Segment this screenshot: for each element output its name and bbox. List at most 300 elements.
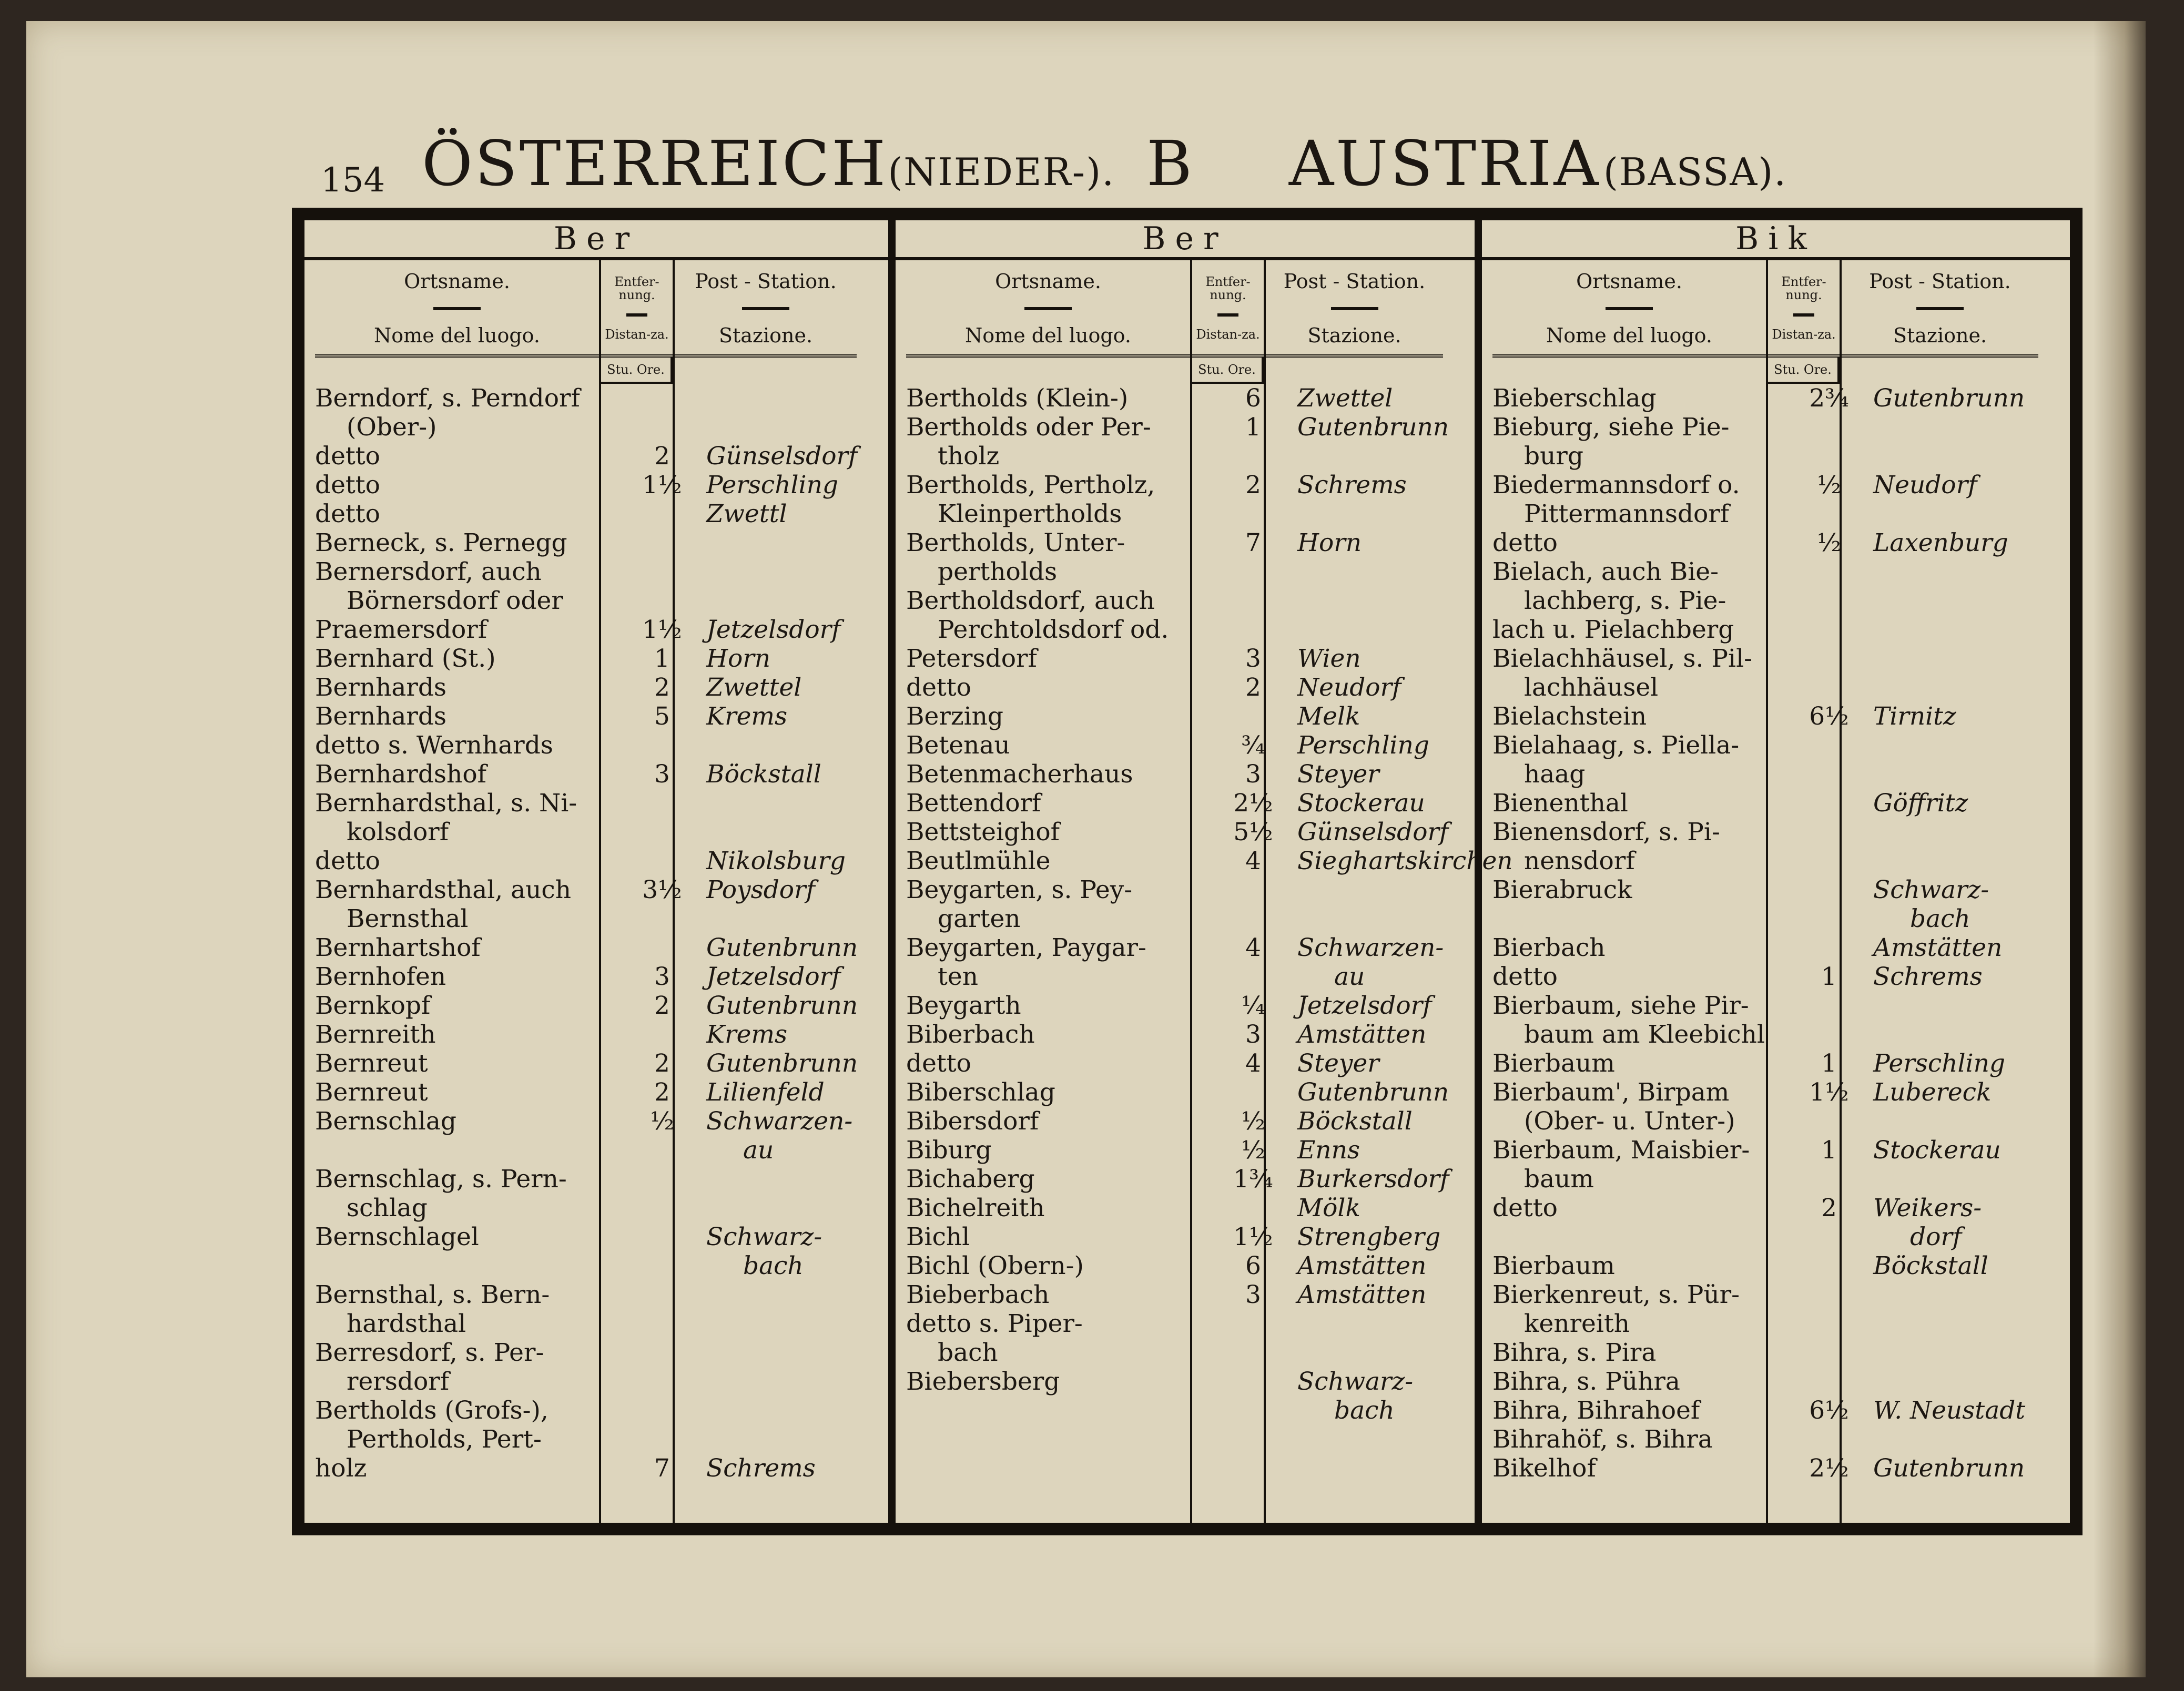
table-row (1482, 384, 2070, 413)
place-name-line1: Bernschlag (315, 1107, 456, 1136)
table-column (1475, 220, 2070, 1523)
distance-value: 2 (1245, 673, 1261, 702)
place-name-line1: Bierbaum (1492, 1049, 1615, 1078)
place-name-line2: ten (938, 962, 978, 991)
place-name (1492, 962, 1792, 991)
table-row (1482, 471, 2070, 528)
post-station (1866, 875, 2070, 933)
post-station (1866, 789, 2070, 818)
distance-value: 2½ (1233, 789, 1273, 818)
post-station (1290, 384, 1475, 413)
place-name (906, 673, 1216, 702)
table-row (1482, 557, 2070, 615)
place-name (906, 1020, 1216, 1049)
table-row (896, 1194, 1475, 1223)
place-name-line1: Bierbaum, siehe Pir- (1492, 991, 1749, 1020)
place-name (315, 673, 625, 702)
place-name-line1: Bieberschlag (1492, 384, 1657, 413)
place-name (906, 789, 1216, 818)
post-station-line1: Schwarz- (1297, 1367, 1414, 1396)
place-name-line2: Pittermannsdorf (1524, 500, 1730, 528)
table-row (304, 1020, 888, 1049)
post-station-line1: Gutenbrunn (1873, 1454, 2025, 1483)
post-station (1866, 528, 2070, 557)
place-name (1492, 1049, 1792, 1078)
place-name-line2: schlag (347, 1194, 428, 1223)
table-row (1482, 962, 2070, 991)
place-name (1492, 789, 1792, 818)
table-row (896, 818, 1475, 847)
place-name (906, 1136, 1216, 1165)
place-name (1492, 644, 1792, 702)
place-name-line1: Bienensdorf, s. Pi- (1492, 818, 1720, 847)
post-station (699, 991, 888, 1020)
place-name (315, 1454, 625, 1483)
header-dist-it: Distan-za. (1772, 327, 1836, 342)
distance-value: ½ (1241, 1136, 1265, 1165)
table-row (896, 731, 1475, 760)
place-name-line2: Pertholds, Pert- (347, 1425, 542, 1454)
place-name-line1: Bernersdorf, auch (315, 557, 542, 586)
distance-value: 2 (654, 1049, 670, 1078)
post-station (699, 1020, 888, 1049)
post-station-line1: Jetzelsdorf (706, 962, 841, 991)
post-station-line2: au (1334, 962, 1365, 991)
distance-value (1792, 991, 1866, 1049)
place-name (906, 702, 1216, 731)
table-row (304, 1280, 888, 1338)
post-station-line1: Horn (706, 644, 771, 673)
place-name (906, 471, 1216, 528)
place-name (1492, 702, 1792, 731)
place-name-line1: Bettsteighof (906, 818, 1060, 847)
distance-value (625, 557, 699, 615)
header-distance (1190, 260, 1264, 354)
table-row (304, 991, 888, 1020)
place-name-line1: Bertholdsdorf, auch (906, 586, 1155, 615)
place-name (1492, 818, 1792, 875)
table-row (896, 1136, 1475, 1165)
place-name-line1: Bierbaum', Birpam (1492, 1078, 1730, 1107)
table-column (888, 220, 1513, 1523)
distance-value: 4 (1245, 933, 1261, 962)
post-station (699, 1338, 888, 1396)
place-name (315, 962, 625, 991)
place-name (315, 1049, 625, 1078)
place-name (315, 789, 625, 847)
header-post (1264, 260, 1443, 354)
distance-value: 4 (1245, 847, 1261, 875)
title-de-sub: (NIEDER-). (888, 150, 1115, 194)
header-post (673, 260, 857, 354)
post-station (699, 1454, 888, 1483)
distance-value: 7 (1245, 528, 1261, 557)
table-row (896, 933, 1475, 991)
post-station (1866, 615, 2070, 644)
distance-value (625, 789, 699, 847)
place-name-line1: Bielachstein (1492, 702, 1647, 731)
distance-value: 1 (1821, 1049, 1837, 1078)
place-name-line1: Bernschlagel (315, 1223, 479, 1251)
place-name (906, 586, 1216, 644)
post-station-line1: Gutenbrunn (706, 1049, 858, 1078)
place-name (1492, 991, 1792, 1049)
place-name-line1: Bierbach (1492, 933, 1606, 962)
table-row (896, 384, 1475, 413)
distance-value (625, 384, 699, 442)
post-station-line1: Böckstall (706, 760, 821, 789)
distance-value: 3 (654, 760, 670, 789)
table-row (304, 731, 888, 760)
distance-value (1216, 702, 1290, 731)
place-name (906, 1049, 1216, 1078)
place-name (1492, 1454, 1792, 1483)
header-post-it: Stazione. (1307, 324, 1401, 347)
post-station (1290, 818, 1475, 847)
place-name (906, 1223, 1216, 1251)
table-row (896, 1223, 1475, 1251)
post-station (1866, 1425, 2070, 1454)
post-station-line1: Schwarz- (1873, 875, 1989, 904)
header-dist-it: Distan-za. (605, 327, 669, 342)
post-station-line1: Enns (1297, 1136, 1360, 1165)
table-row (1482, 1425, 2070, 1454)
place-name (315, 644, 625, 673)
post-station-line1: Zwettel (706, 673, 802, 702)
table-row (896, 1165, 1475, 1194)
post-station-line1: Gutenbrunn (1297, 1078, 1449, 1107)
column-rule (1264, 354, 1266, 1523)
header-distance (1766, 260, 1840, 354)
table-row (1482, 1136, 2070, 1194)
post-station (699, 500, 888, 528)
distance-value: 6 (1245, 384, 1261, 413)
table-row (304, 1396, 888, 1454)
post-station (1866, 818, 2070, 875)
distance-value: 1 (1245, 413, 1261, 442)
table-row (896, 991, 1475, 1020)
post-station (1290, 1107, 1475, 1136)
header-name-de: Ortsname. (1576, 270, 1682, 293)
post-station (1290, 731, 1475, 760)
post-station-line1: Neudorf (1873, 471, 1977, 500)
place-name (315, 442, 625, 471)
place-name-line1: Bichl (906, 1223, 970, 1251)
distance-value: 1½ (1809, 1078, 1849, 1107)
place-name-line2: lachberg, s. Pie- (1524, 586, 1726, 615)
table-row (896, 413, 1475, 471)
place-name-line1: Bichaberg (906, 1165, 1035, 1194)
post-station-line1: Lubereck (1873, 1078, 1992, 1107)
place-name-line1: Bielachhäusel, s. Pil- (1492, 644, 1753, 673)
place-name-line2: garten (938, 904, 1021, 933)
place-name-line2: bach (938, 1338, 998, 1367)
place-name-line2: haag (1524, 760, 1586, 789)
book-spine-shadow (2093, 21, 2146, 1677)
distance-value: 1½ (642, 615, 682, 644)
place-name (1492, 731, 1792, 789)
place-name (1492, 1194, 1792, 1251)
distance-value (1792, 1425, 1866, 1454)
table-row (304, 962, 888, 991)
post-station (1866, 1396, 2070, 1425)
post-station (1866, 1251, 2070, 1280)
place-name (315, 760, 625, 789)
table-row (1482, 702, 2070, 731)
place-name-line1: detto (315, 442, 380, 471)
column-header (906, 260, 1443, 358)
title-german (422, 127, 1115, 200)
post-station-line1: Schwarzen- (1297, 933, 1444, 962)
post-station (1290, 1223, 1475, 1251)
post-station (1866, 731, 2070, 789)
place-name-line1: Bichl (Obern-) (906, 1251, 1084, 1280)
place-name (906, 1251, 1216, 1280)
distance-value (1792, 933, 1866, 962)
post-station-line1: Amstätten (1297, 1251, 1427, 1280)
distance-value: 1½ (642, 471, 682, 500)
header-distance (599, 260, 673, 354)
distance-value (1216, 1194, 1290, 1223)
post-station (1290, 471, 1475, 528)
header-rule (433, 307, 481, 310)
place-name-line1: Berzing (906, 702, 1003, 731)
table-row (1482, 528, 2070, 557)
post-station (1866, 1280, 2070, 1338)
post-station-line1: Jetzelsdorf (1297, 991, 1432, 1020)
post-station (1290, 702, 1475, 731)
post-station-line1: Böckstall (1873, 1251, 1988, 1280)
place-name-line1: Betenau (906, 731, 1010, 760)
header-post-it: Stazione. (718, 324, 813, 347)
place-name-line1: Bertholds, Pertholz, (906, 471, 1155, 500)
place-name (906, 528, 1216, 586)
distance-value: 6 (1245, 1251, 1261, 1280)
place-name-line2: baum (1524, 1165, 1594, 1194)
place-name-line1: Bernreith (315, 1020, 436, 1049)
post-station (1866, 933, 2070, 962)
post-station (1866, 1049, 2070, 1078)
post-station-line2: bach (1334, 1396, 1395, 1425)
post-station (1290, 875, 1475, 933)
table-row (1482, 615, 2070, 644)
distance-value: ¾ (1241, 731, 1265, 760)
post-station-line1: Perschling (1297, 731, 1429, 760)
post-station-line1: Gutenbrunn (1873, 384, 2025, 413)
place-name-line1: Bernreut (315, 1049, 428, 1078)
post-station (699, 789, 888, 847)
post-station (1290, 644, 1475, 673)
title-de-main: ÖSTERREICH (422, 127, 888, 200)
post-station (1866, 384, 2070, 413)
place-name-line1: Bihra, s. Pühra (1492, 1367, 1680, 1396)
place-name-line1: Bielach, auch Bie- (1492, 557, 1719, 586)
place-name (906, 1107, 1216, 1136)
post-station (699, 847, 888, 875)
place-name-line2: kenreith (1524, 1309, 1630, 1338)
units-row (906, 358, 1443, 384)
post-station (1290, 933, 1475, 991)
post-station-line1: Mölk (1297, 1194, 1360, 1223)
post-station-line1: Stockerau (1297, 789, 1425, 818)
place-name-line1: Berndorf, s. Perndorf (315, 384, 580, 413)
place-name (1492, 1251, 1792, 1280)
post-station-line1: Melk (1297, 702, 1360, 731)
table-row (1482, 731, 2070, 789)
table-row (304, 760, 888, 789)
place-name (315, 384, 625, 442)
units-row (315, 358, 857, 384)
header-name-it: Nome del luogo. (1546, 324, 1712, 347)
place-name (315, 702, 625, 731)
place-name (315, 1280, 625, 1338)
post-station (1866, 1078, 2070, 1136)
post-station (1290, 528, 1475, 586)
table-row (1482, 818, 2070, 875)
place-name-line1: Beutlmühle (906, 847, 1051, 875)
table-row (896, 1367, 1475, 1425)
distance-value (1216, 1309, 1290, 1367)
place-name (1492, 1078, 1792, 1136)
place-name (1492, 933, 1792, 962)
table-row (304, 1338, 888, 1396)
place-name-line1: Bierbaum, Maisbier- (1492, 1136, 1750, 1165)
distance-value (625, 933, 699, 962)
place-name-line2: baum am Kleebichl (1524, 1020, 1765, 1049)
table-row (1482, 1454, 2070, 1483)
distance-value: 5½ (1233, 818, 1273, 847)
place-name-line1: detto (315, 500, 380, 528)
units-label: Stu. Ore. (599, 358, 673, 384)
distance-value: 2¾ (1809, 384, 1849, 413)
post-station-line1: Neudorf (1297, 673, 1401, 702)
header-post-de: Post - Station. (695, 270, 837, 293)
table-row (896, 528, 1475, 586)
distance-value: 5 (654, 702, 670, 731)
column-rule (599, 354, 601, 1523)
post-station (699, 615, 888, 644)
units-row (1492, 358, 2038, 384)
post-station (1866, 644, 2070, 702)
distance-value: ½ (1817, 471, 1841, 500)
place-name-line1: detto s. Piper- (906, 1309, 1083, 1338)
post-station (1290, 1020, 1475, 1049)
post-station (1290, 413, 1475, 471)
place-name-line2: Bernsthal (347, 904, 469, 933)
place-name-line1: Bertholds oder Per- (906, 413, 1151, 442)
place-name-line1: Bernsthal, s. Bern- (315, 1280, 550, 1309)
place-name-line1: Biberbach (906, 1020, 1035, 1049)
entries (896, 384, 1513, 1425)
post-station-line1: Stockerau (1873, 1136, 2001, 1165)
place-name-line1: Bernhardsthal, auch (315, 875, 572, 904)
post-station (699, 557, 888, 615)
place-name-line1: Beygarten, Paygar- (906, 933, 1146, 962)
place-name-line2: hardsthal (347, 1309, 466, 1338)
header-name-it: Nome del luogo. (965, 324, 1131, 347)
post-station-line1: Günselsdorf (1297, 818, 1449, 847)
place-name-line2: Perchtoldsdorf od. (938, 615, 1169, 644)
post-station-line1: Schrems (706, 1454, 816, 1483)
table-row (304, 673, 888, 702)
distance-value (1216, 1367, 1290, 1425)
table-row (304, 1454, 888, 1483)
place-name-line1: Bernschlag, s. Pern- (315, 1165, 567, 1194)
post-station (699, 384, 888, 442)
place-name-line1: Beygarten, s. Pey- (906, 875, 1133, 904)
distance-value (1792, 615, 1866, 644)
distance-value (1792, 1251, 1866, 1280)
distance-value (1792, 1338, 1866, 1367)
column-band-heading: Ber (304, 220, 888, 260)
table-row (1482, 1367, 2070, 1396)
place-name (906, 875, 1216, 933)
place-name (906, 1078, 1216, 1107)
place-name-line2: pertholds (938, 557, 1058, 586)
place-name-line1: Bichelreith (906, 1194, 1045, 1223)
post-station-line1: Böckstall (1297, 1107, 1413, 1136)
distance-value: 7 (654, 1454, 670, 1483)
table-row (1482, 789, 2070, 818)
post-station-line1: Amstätten (1873, 933, 2003, 962)
place-name (1492, 471, 1792, 528)
table-row (304, 471, 888, 500)
table-row (304, 1165, 888, 1223)
place-name (906, 933, 1216, 991)
post-station (1290, 1309, 1475, 1367)
post-station-line1: Horn (1297, 528, 1362, 557)
distance-value (1792, 1280, 1866, 1338)
post-station-line1: Jetzelsdorf (706, 615, 841, 644)
place-name (1492, 384, 1792, 413)
header-name (906, 260, 1190, 354)
header-rule (1024, 307, 1072, 310)
place-name-line1: Bernhartshof (315, 933, 481, 962)
place-name-line1: Berresdorf, s. Per- (315, 1338, 544, 1367)
table-row (304, 1049, 888, 1078)
table-row (304, 847, 888, 875)
directory-table (292, 208, 2083, 1535)
post-station (1866, 1136, 2070, 1194)
place-name (315, 471, 625, 500)
distance-value: ½ (650, 1107, 674, 1136)
place-name-line1: Biberschlag (906, 1078, 1055, 1107)
table-row (304, 702, 888, 731)
post-station-line1: W. Neustadt (1873, 1396, 2026, 1425)
table-row (896, 847, 1513, 875)
place-name (1492, 557, 1792, 615)
distance-value: 2½ (1809, 1454, 1849, 1483)
post-station (1290, 789, 1475, 818)
distance-value: 2 (654, 442, 670, 471)
post-station-line1: Amstätten (1297, 1020, 1427, 1049)
table-row (896, 702, 1475, 731)
place-name-line1: Bernhards (315, 702, 447, 731)
place-name (315, 528, 625, 557)
place-name-line1: Biebersberg (906, 1367, 1060, 1396)
place-name-line1: Bihra, s. Pira (1492, 1338, 1657, 1367)
place-name-line2: Kleinpertholds (938, 500, 1122, 528)
place-name-line1: detto s. Wernhards (315, 731, 553, 760)
header-post (1840, 260, 2038, 354)
distance-value: 3 (1245, 1280, 1261, 1309)
place-name-line2: rersdorf (347, 1367, 450, 1396)
post-station (699, 962, 888, 991)
place-name-line2: (Ober- u. Unter-) (1524, 1107, 1735, 1136)
place-name-line1: detto (315, 471, 380, 500)
place-name (1492, 1396, 1792, 1425)
table-row (896, 1280, 1475, 1309)
